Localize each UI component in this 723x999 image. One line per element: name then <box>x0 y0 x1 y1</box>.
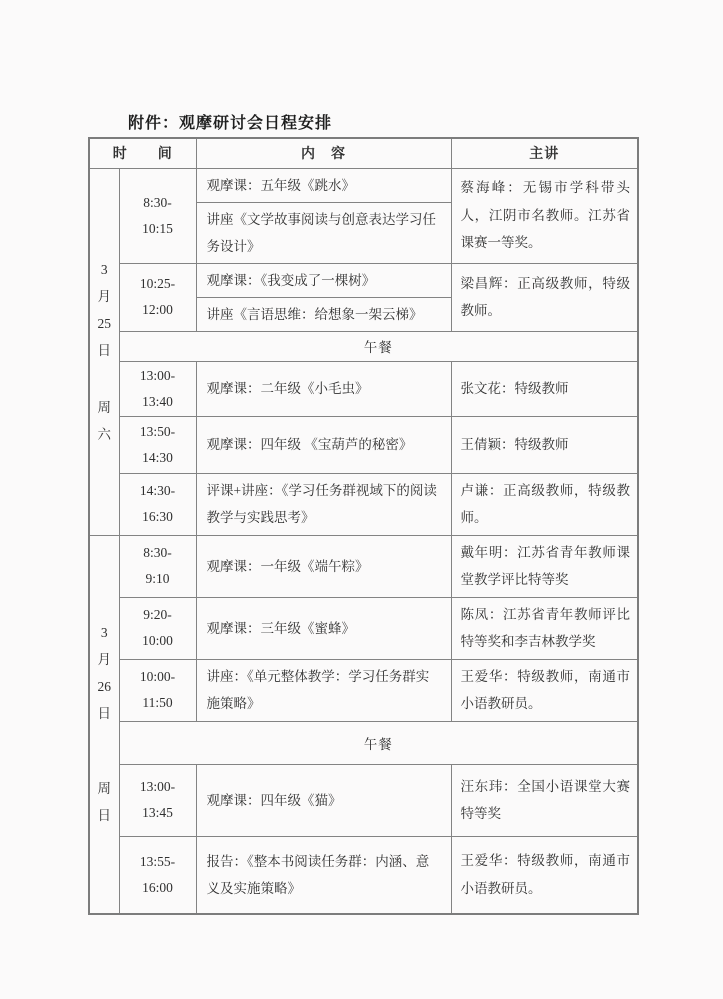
speaker-cell: 戴年明：江苏省青年教师课堂教学评比特等奖 <box>451 535 638 597</box>
table-row <box>89 836 638 914</box>
speaker-cell: 王爱华：特级教师，南通市小语教研员。 <box>451 836 638 914</box>
time-end: 16:30 <box>142 509 173 524</box>
time-cell <box>119 416 196 473</box>
time-end: 10:00 <box>142 633 173 648</box>
time-end: 9:10 <box>145 571 170 586</box>
speaker-cell: 张文花：特级教师 <box>451 361 638 416</box>
date-char: 3 <box>100 625 108 641</box>
table-row <box>89 597 638 659</box>
header-speaker: 主讲 <box>451 138 638 168</box>
lunch-row <box>89 721 638 764</box>
time-start: 13:00- <box>139 779 176 794</box>
content-cell: 观摩课：《我变成了一棵树》 <box>196 263 451 297</box>
time-end: 14:30 <box>142 449 173 465</box>
speaker-cell: 王爱华：特级教师，南通市小语教研员。 <box>451 659 638 721</box>
time-start: 13:00- <box>139 367 176 383</box>
content-cell: 报告：《整本书阅读任务群：内涵、意义及实施策略》 <box>196 836 451 914</box>
time-start: 13:55- <box>139 853 176 869</box>
content-cell: 讲座《文学故事阅读与创意表达学习任务设计》 <box>196 202 451 263</box>
time-end: 13:40 <box>142 393 173 409</box>
content-cell: 观摩课：五年级《跳水》 <box>196 168 451 202</box>
content-cell: 观摩课：一年级《端午粽》 <box>196 535 451 597</box>
content-cell: 评课+讲座：《学习任务群视域下的阅读教学与实践思考》 <box>196 473 451 535</box>
table-row <box>89 764 638 836</box>
time-start: 8:30- <box>143 545 172 560</box>
date-stack <box>90 619 119 829</box>
date-char: 月 <box>97 652 111 668</box>
weekday-char: 周 <box>97 781 111 797</box>
date-char: 25 <box>97 315 111 331</box>
table-row <box>89 361 638 416</box>
content-cell: 观摩课：三年级《蜜蜂》 <box>196 597 451 659</box>
time-start: 9:20- <box>143 607 172 622</box>
table-row <box>89 416 638 473</box>
time-end: 10:15 <box>142 220 173 236</box>
date-char: 3 <box>100 261 108 277</box>
date-char: 月 <box>97 288 111 304</box>
table-row <box>89 263 638 297</box>
time-cell <box>119 361 196 416</box>
speaker-cell: 卢谦：正高级教师，特级教师。 <box>451 473 638 535</box>
lunch-cell: 午餐 <box>119 331 638 361</box>
time-cell <box>119 535 196 597</box>
time-cell <box>119 168 196 263</box>
time-end: 13:45 <box>142 805 173 820</box>
table-row <box>89 535 638 597</box>
speaker-cell: 陈凤：江苏省青年教师评比特等奖和李吉林教学奖 <box>451 597 638 659</box>
content-cell: 讲座：《单元整体教学：学习任务群实施策略》 <box>196 659 451 721</box>
time-start: 13:50- <box>139 423 176 439</box>
speaker-cell: 蔡海峰：无锡市学科带头人，江阴市名教师。江苏省课赛一等奖。 <box>451 168 638 263</box>
speaker-cell: 王倩颖：特级教师 <box>451 416 638 473</box>
table-row <box>89 659 638 721</box>
content-cell: 讲座《言语思维：给想象一架云梯》 <box>196 297 451 331</box>
time-cell <box>119 764 196 836</box>
time-cell <box>119 473 196 535</box>
table-header-row <box>89 138 638 168</box>
schedule-table <box>88 137 639 915</box>
time-cell <box>119 836 196 914</box>
content-cell: 观摩课：二年级《小毛虫》 <box>196 361 451 416</box>
time-cell <box>119 597 196 659</box>
header-content: 内 容 <box>196 138 451 168</box>
table-row <box>89 473 638 535</box>
date-char: 日 <box>97 706 111 722</box>
page-title: 附件：观摩研讨会日程安排 <box>128 115 333 132</box>
time-start: 14:30- <box>139 483 176 498</box>
speaker-cell: 梁昌辉：正高级教师，特级教师。 <box>451 263 638 331</box>
lunch-row <box>89 331 638 361</box>
time-end: 11:50 <box>142 695 173 710</box>
time-end: 12:00 <box>142 302 173 317</box>
date-cell-day2 <box>89 535 119 914</box>
speaker-cell: 汪东玮：全国小语课堂大赛特等奖 <box>451 764 638 836</box>
header-time: 时 间 <box>89 138 196 168</box>
date-cell-day1 <box>89 168 119 535</box>
weekday-char: 日 <box>97 808 111 824</box>
date-char: 日 <box>97 342 111 358</box>
lunch-cell: 午餐 <box>119 721 638 764</box>
content-cell: 观摩课：四年级 《宝葫芦的秘密》 <box>196 416 451 473</box>
time-start: 8:30- <box>143 194 172 210</box>
weekday-char: 六 <box>97 426 111 442</box>
content-cell: 观摩课：四年级《猫》 <box>196 764 451 836</box>
time-cell <box>119 263 196 331</box>
table-row <box>89 168 638 202</box>
time-start: 10:00- <box>139 669 176 684</box>
time-start: 10:25- <box>139 276 176 291</box>
date-stack <box>90 256 119 448</box>
time-end: 16:00 <box>142 879 173 895</box>
date-char: 26 <box>97 679 111 695</box>
time-cell <box>119 659 196 721</box>
weekday-char: 周 <box>97 399 111 415</box>
